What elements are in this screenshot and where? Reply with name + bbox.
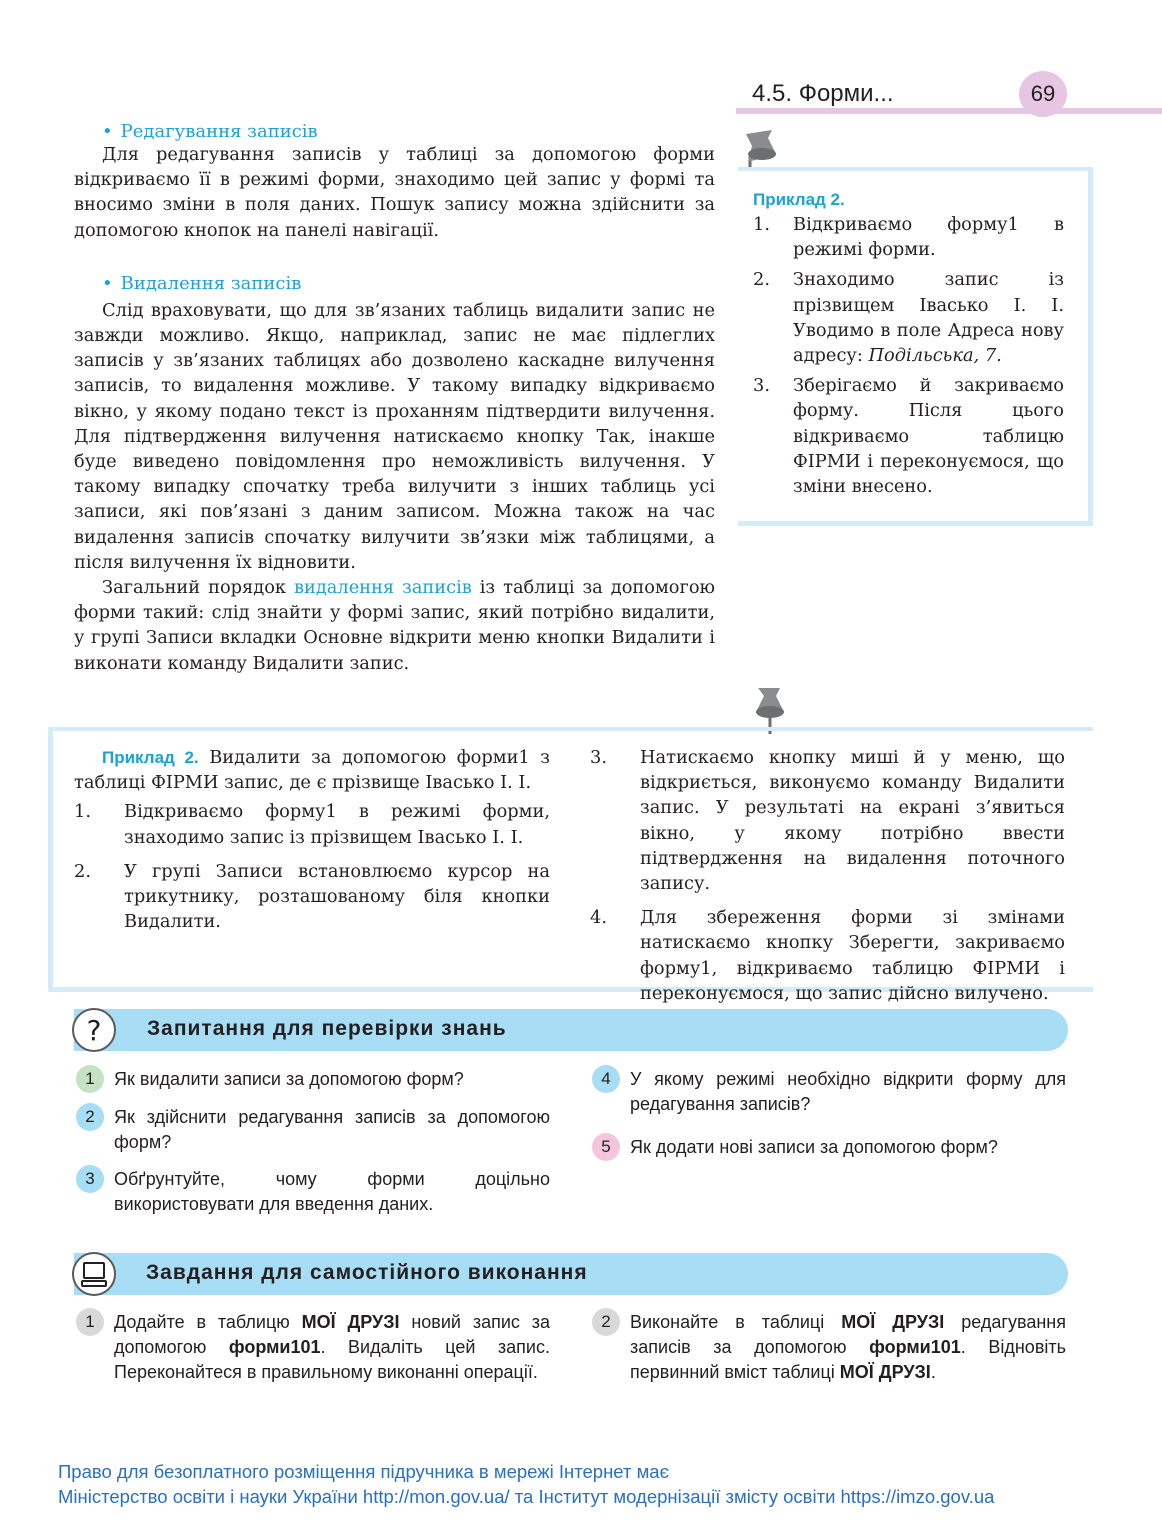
list-item: 3. Зберігаємо й закриваємо форму. Після цього відкриваємо таблицю ФІРМИ і переконуємося, що зміни внесено. xyxy=(753,375,1064,498)
list-item: 1. Відкриваємо форму1 в режимі форми. xyxy=(753,214,1064,261)
section-title: 4.5. Форми... xyxy=(752,80,894,107)
side-example xyxy=(753,190,1064,504)
footer-line-1: Право для безоплатного розміщення підручника в мережі Інтернет має xyxy=(58,1461,670,1482)
delete-heading: • Видалення записів xyxy=(102,272,302,294)
list-item: 2. У групі Записи встановлюємо курсор на трикутнику, розташованому біля кнопки Видалити. xyxy=(74,860,550,933)
list-item: 1. Відкриваємо форму1 в режимі форми, знаходимо запис із прізвищем Івасько І. І. xyxy=(74,801,550,848)
edit-heading: • Редагування записів xyxy=(102,121,318,142)
questions-right xyxy=(592,1067,1066,1161)
list-item: 3. Натискаємо кнопку миші й у меню, що відкриється, виконуємо команду Видалити запис. У результаті на екрані з’явиться вікно, у якому потрібно ввести підтвердження на видалення поточного запису. xyxy=(590,747,1065,895)
question-item: 3 Обґрунтуйте, чому форми доцільно використовувати для введення даних. xyxy=(76,1167,550,1217)
delete-records-term: видалення записів xyxy=(294,577,472,599)
list-item: 4. Для збереження форми зі змінами натискаємо кнопку Зберегти, закриваємо форму1, відкриваємо таблицю ФІРМИ і переконуємося, що запис дійсно вилучено. xyxy=(590,907,1065,1004)
footer-line-2: Міністерство освіти і науки України http://mon.gov.ua/ та Інститут модернізації змісту освіти https://imzo.gov.ua xyxy=(58,1486,995,1507)
wide-example-left xyxy=(74,745,550,943)
main-text xyxy=(74,121,715,676)
svg-text:?: ? xyxy=(86,1014,102,1047)
questions-left xyxy=(76,1067,550,1217)
computer-icon xyxy=(72,1252,116,1296)
page-number: 69 xyxy=(1019,71,1067,117)
question-item: 2 Як здійснити редагування записів за допомогою форм? xyxy=(76,1105,550,1155)
question-icon xyxy=(72,1008,116,1052)
wide-example-right xyxy=(590,745,1065,1015)
wide-example-intro: Приклад 2. Видалити за допомогою форми1 з таблиці ФІРМИ запис, де є прізвище Івасько І. І. xyxy=(74,747,551,794)
task-item: 2 Виконайте в таблиці МОЇ ДРУЗІ редагування записів за допомогою форми101. Відновіть первинний вміст таблиці МОЇ ДРУЗІ. xyxy=(592,1310,1066,1385)
task-item: 1 Додайте в таблицю МОЇ ДРУЗІ новий запис за допомогою форми101. Видаліть цей запис. Переконайтеся в правильному виконанні операції. xyxy=(76,1310,550,1385)
tasks-title: Завдання для самостійного виконання xyxy=(146,1261,588,1284)
question-item: 1 Як видалити записи за допомогою форм? xyxy=(76,1067,550,1093)
delete-paragraph: Слід враховувати, що для зв’язаних таблиць видалити запис не завжди можливо. Якщо, наприклад, запис не має підлеглих записів у зв’язаних таблицях або дозволено каскадне вилучення записів, то видалення можливе. У такому випадку відкриваємо вікно, у якому подано текст із проханням підтвердити вилучення. Для підтвердження вилучення натискаємо кнопку Так, інакше буде виведено повідомлення про неможливість вилучення. У такому випадку спочатку треба вилучити з інших таблиць усі записи, які пов’язані з даним записом. Можна також на час видалення записів спочатку вилучити зв’язки між таблицями, а після вилучення їх відновити. xyxy=(74,299,715,573)
side-example-title: Приклад 2. xyxy=(753,190,845,209)
order-paragraph: Загальний порядок видалення записів із таблиці за допомогою форми такий: слід знайти у формі запис, який потрібно видалити, у групі Записи вкладки Основне відкрити меню кнопки Видалити і виконати команду Видалити запис. xyxy=(74,577,716,674)
list-item: 2. Знаходимо запис із прізвищем Івасько І. І. Уводимо в поле Адреса нову адресу: Подільська, 7. xyxy=(753,269,1064,367)
footer-notice xyxy=(58,1459,994,1509)
edit-paragraph: Для редагування записів у таблиці за допомогою форми відкриваємо її в режимі форми, знаходимо цей запис у формі та вносимо зміни в поля даних. Пошук запису можна здійснити за допомогою кнопок на панелі навігації. xyxy=(74,144,715,241)
questions-title: Запитання для перевірки знань xyxy=(147,1017,507,1040)
question-item: 4 У якому режимі необхідно відкрити форму для редагування записів? xyxy=(592,1067,1066,1117)
question-item: 5 Як додати нові записи за допомогою форм? xyxy=(592,1135,1066,1161)
header-rule xyxy=(736,108,1162,114)
